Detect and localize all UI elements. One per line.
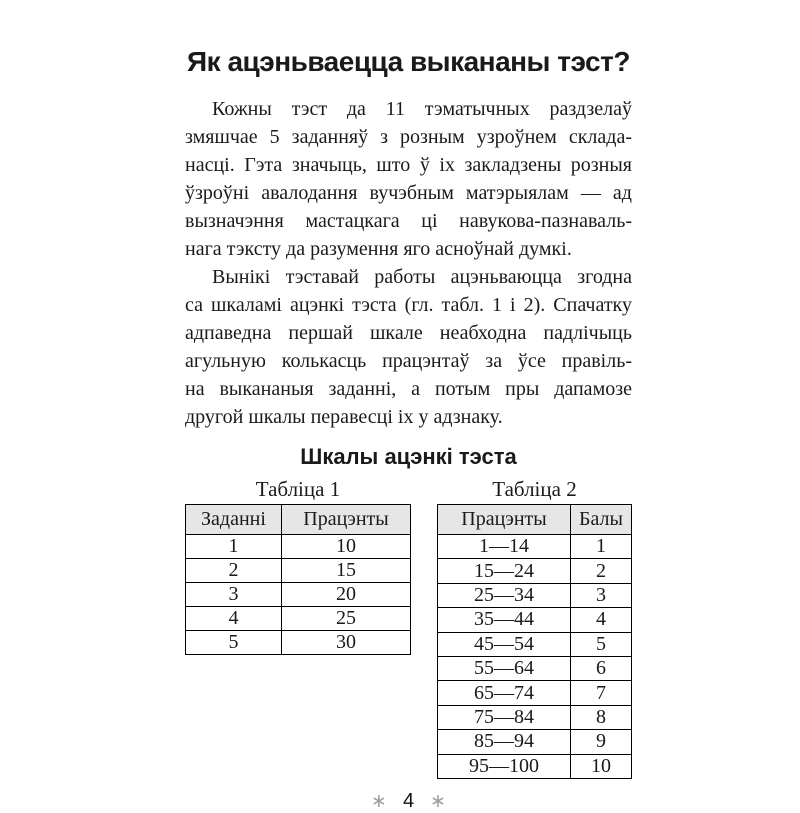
table-cell: 9 <box>571 730 632 754</box>
table-cell: 1 <box>186 535 282 559</box>
asterisk-ornament: ∗ <box>430 790 446 813</box>
table-row <box>186 583 411 607</box>
table-cell: 4 <box>186 607 282 631</box>
paragraph-test-structure <box>185 95 632 263</box>
table-row <box>438 681 632 705</box>
table-2-caption: Табліца 2 <box>492 477 577 501</box>
text-line: вызначэння мастацкага ці навукова-пазнаваль- <box>185 210 632 232</box>
table-cell: 95—100 <box>438 754 571 778</box>
table-cell: 3 <box>571 583 632 607</box>
paragraph-evaluation-rules <box>185 263 632 431</box>
column-header: Балы <box>571 505 632 535</box>
text-line: адпаведна першай шкале неабходна падлічыць <box>185 322 632 344</box>
table-row <box>438 754 632 778</box>
text-line: другой шкалы перавесці іх у адзнаку. <box>185 406 503 428</box>
text-line: насці. Гэта значыць, што ў іх закладзены розныя <box>185 154 632 176</box>
tables-row <box>185 476 632 779</box>
page-number: 4 <box>402 789 415 812</box>
table-cell: 1—14 <box>438 535 571 559</box>
column-header: Працэнты <box>282 505 411 535</box>
table-block-2 <box>437 476 632 779</box>
table-cell: 3 <box>186 583 282 607</box>
table-cell: 2 <box>571 559 632 583</box>
table-cell: 75—84 <box>438 705 571 729</box>
table-cell: 15 <box>282 559 411 583</box>
scale-table-percents-marks <box>437 504 632 779</box>
table-cell: 8 <box>571 705 632 729</box>
table-cell: 1 <box>571 535 632 559</box>
tables-section-heading: Шкалы ацэнкі тэста <box>300 444 517 469</box>
table-cell: 65—74 <box>438 681 571 705</box>
table-cell: 5 <box>571 632 632 656</box>
text-line: ўзроўні авалодання вучэбным матэрыялам — ад <box>185 182 632 204</box>
table-row <box>186 631 411 655</box>
table-cell: 5 <box>186 631 282 655</box>
table-row <box>186 535 411 559</box>
table-cell: 15—24 <box>438 559 571 583</box>
table-cell: 10 <box>282 535 411 559</box>
table-row <box>186 559 411 583</box>
page-footer <box>185 790 632 813</box>
table-cell: 2 <box>186 559 282 583</box>
text-line: агульную колькасць працэнтаў за ўсе правіль- <box>185 350 632 372</box>
table-cell: 7 <box>571 681 632 705</box>
table-row <box>438 608 632 632</box>
text-line: Кожны тэст да 11 тэматычных раздзелаў <box>212 98 632 120</box>
table-cell: 25—34 <box>438 583 571 607</box>
table-row <box>438 632 632 656</box>
table-cell: 10 <box>571 754 632 778</box>
table-cell: 4 <box>571 608 632 632</box>
text-line: Вынікі тэставай работы ацэньваюцца згодна <box>212 266 632 288</box>
table-row <box>438 535 632 559</box>
text-line: змяшчае 5 заданняў з розным узроўнем склада- <box>185 126 632 148</box>
table-cell: 85—94 <box>438 730 571 754</box>
table-cell: 30 <box>282 631 411 655</box>
table-row <box>438 705 632 729</box>
book-page <box>185 0 632 813</box>
table-cell: 20 <box>282 583 411 607</box>
text-line: на выкананыя заданні, а потым пры дапамозе <box>185 378 632 400</box>
asterisk-ornament: ∗ <box>371 790 387 813</box>
page-title: Як ацэньваецца выкананы тэст? <box>187 46 630 77</box>
table-1-caption: Табліца 1 <box>255 477 341 501</box>
table-cell: 45—54 <box>438 632 571 656</box>
table-cell: 6 <box>571 656 632 680</box>
table-block-1 <box>185 476 411 655</box>
table-row <box>438 583 632 607</box>
column-header: Працэнты <box>438 505 571 535</box>
table-row <box>186 607 411 631</box>
text-line: нага тэксту да разумення яго асноўнай думкі. <box>185 238 572 260</box>
table-cell: 35—44 <box>438 608 571 632</box>
table-cell: 25 <box>282 607 411 631</box>
table-cell: 55—64 <box>438 656 571 680</box>
table-row <box>438 730 632 754</box>
column-header: Заданні <box>186 505 282 535</box>
scale-table-tasks-percents <box>185 504 411 655</box>
table-row <box>438 656 632 680</box>
table-row <box>438 559 632 583</box>
text-line: са шкаламі ацэнкі тэста (гл. табл. 1 і 2). Спачатку <box>185 294 632 316</box>
